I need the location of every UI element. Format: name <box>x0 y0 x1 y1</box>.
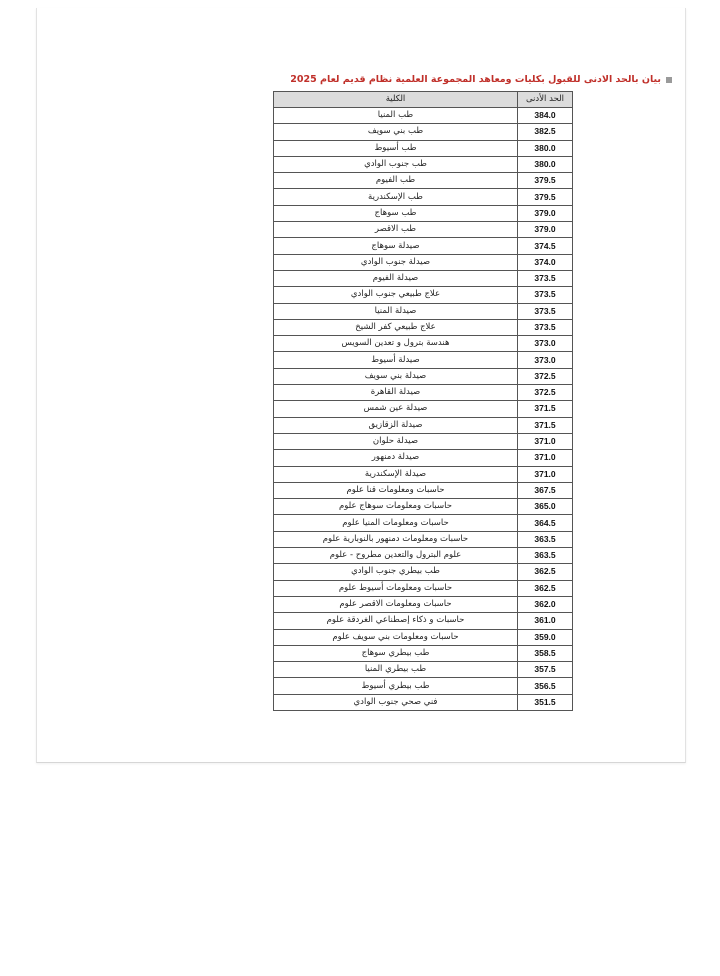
table-row <box>274 124 573 140</box>
row-score: 379.5 <box>518 173 573 189</box>
row-college: طب جنوب الوادي <box>274 156 518 172</box>
table-row <box>274 319 573 335</box>
table-row <box>274 222 573 238</box>
table-row <box>274 189 573 205</box>
row-college: علاج طبيعي جنوب الوادي <box>274 287 518 303</box>
row-college: حاسبات ومعلومات سوهاج علوم <box>274 499 518 515</box>
row-score: 365.0 <box>518 499 573 515</box>
row-score: 373.0 <box>518 336 573 352</box>
table-row <box>274 580 573 596</box>
table-row <box>274 596 573 612</box>
table-row <box>274 238 573 254</box>
table-header-row <box>274 92 573 108</box>
row-score: 362.0 <box>518 596 573 612</box>
row-score: 373.5 <box>518 270 573 286</box>
row-score: 371.0 <box>518 466 573 482</box>
table-row <box>274 336 573 352</box>
row-score: 363.5 <box>518 548 573 564</box>
row-college: صيدلة دمنهور <box>274 450 518 466</box>
row-score: 359.0 <box>518 629 573 645</box>
row-score: 373.5 <box>518 287 573 303</box>
row-college: علاج طبيعي كفر الشيخ <box>274 319 518 335</box>
row-college: طب أسيوط <box>274 140 518 156</box>
row-score: 356.5 <box>518 678 573 694</box>
row-score: 374.0 <box>518 254 573 270</box>
table-row <box>274 629 573 645</box>
row-college: حاسبات ومعلومات دمنهور بالنوبارية علوم <box>274 531 518 547</box>
header-college: الكلية <box>274 92 518 108</box>
table-row <box>274 499 573 515</box>
table-row <box>274 433 573 449</box>
row-college: صيدلة حلوان <box>274 433 518 449</box>
row-college: صيدلة الإسكندرية <box>274 466 518 482</box>
row-college: طب بيطري المنيا <box>274 662 518 678</box>
row-score: 380.0 <box>518 140 573 156</box>
row-score: 371.5 <box>518 417 573 433</box>
table-row <box>274 173 573 189</box>
row-college: طب بيطري سوهاج <box>274 645 518 661</box>
row-college: حاسبات ومعلومات الاقصر علوم <box>274 596 518 612</box>
table-row <box>274 417 573 433</box>
row-score: 379.0 <box>518 222 573 238</box>
row-college: صيدلة الزقازيق <box>274 417 518 433</box>
table-row <box>274 678 573 694</box>
table-row <box>274 368 573 384</box>
title-text: بيان بالحد الادنى للقبول بكليات ومعاهد المجموعة العلمية نظام قديم لعام 2025 <box>290 74 661 85</box>
row-score: 380.0 <box>518 156 573 172</box>
row-score: 357.5 <box>518 662 573 678</box>
row-score: 371.5 <box>518 401 573 417</box>
row-college: صيدلة المنيا <box>274 303 518 319</box>
row-score: 361.0 <box>518 613 573 629</box>
row-college: طب بيطري أسيوط <box>274 678 518 694</box>
row-college: طب بني سويف <box>274 124 518 140</box>
header-score: الحد الأدنى <box>518 92 573 108</box>
row-score: 373.0 <box>518 352 573 368</box>
table-row <box>274 694 573 710</box>
row-college: فني صحي جنوب الوادي <box>274 694 518 710</box>
row-college: حاسبات و ذكاء إصطناعي الغردقة علوم <box>274 613 518 629</box>
row-score: 372.5 <box>518 368 573 384</box>
row-score: 384.0 <box>518 108 573 124</box>
table-row <box>274 156 573 172</box>
row-college: طب الاقصر <box>274 222 518 238</box>
document-title <box>290 69 672 87</box>
bullet-icon <box>666 77 672 83</box>
row-college: صيدلة بني سويف <box>274 368 518 384</box>
table-row <box>274 662 573 678</box>
row-score: 371.0 <box>518 450 573 466</box>
row-college: طب بيطري جنوب الوادي <box>274 564 518 580</box>
row-score: 374.5 <box>518 238 573 254</box>
row-score: 372.5 <box>518 385 573 401</box>
row-college: صيدلة عين شمس <box>274 401 518 417</box>
row-score: 363.5 <box>518 531 573 547</box>
table-row <box>274 548 573 564</box>
row-score: 373.5 <box>518 303 573 319</box>
table-row <box>274 401 573 417</box>
table-row <box>274 613 573 629</box>
row-college: طب الإسكندرية <box>274 189 518 205</box>
row-score: 371.0 <box>518 433 573 449</box>
row-score: 364.5 <box>518 515 573 531</box>
row-score: 351.5 <box>518 694 573 710</box>
row-college: حاسبات ومعلومات المنيا علوم <box>274 515 518 531</box>
table-row <box>274 450 573 466</box>
row-score: 358.5 <box>518 645 573 661</box>
table-row <box>274 140 573 156</box>
row-college: صيدلة القاهرة <box>274 385 518 401</box>
row-score: 379.0 <box>518 205 573 221</box>
table-row <box>274 385 573 401</box>
table-row <box>274 287 573 303</box>
table-row <box>274 482 573 498</box>
table-row <box>274 466 573 482</box>
row-score: 367.5 <box>518 482 573 498</box>
row-college: صيدلة الفيوم <box>274 270 518 286</box>
row-college: صيدلة سوهاج <box>274 238 518 254</box>
table-row <box>274 254 573 270</box>
row-score: 362.5 <box>518 564 573 580</box>
row-score: 373.5 <box>518 319 573 335</box>
row-college: طب المنيا <box>274 108 518 124</box>
row-college: طب سوهاج <box>274 205 518 221</box>
table-row <box>274 564 573 580</box>
table-row <box>274 303 573 319</box>
table-row <box>274 531 573 547</box>
row-college: طب الفيوم <box>274 173 518 189</box>
row-score: 379.5 <box>518 189 573 205</box>
admission-minimum-table <box>273 91 573 711</box>
row-college: صيدلة أسيوط <box>274 352 518 368</box>
row-college: هندسة بترول و تعدين السويس <box>274 336 518 352</box>
table-row <box>274 270 573 286</box>
row-college: صيدلة جنوب الوادي <box>274 254 518 270</box>
table-row <box>274 515 573 531</box>
table-row <box>274 352 573 368</box>
row-college: حاسبات ومعلومات قنا علوم <box>274 482 518 498</box>
row-college: علوم البترول والتعدين مطروح - علوم <box>274 548 518 564</box>
row-score: 362.5 <box>518 580 573 596</box>
table-row <box>274 205 573 221</box>
table-row <box>274 108 573 124</box>
row-college: حاسبات ومعلومات أسيوط علوم <box>274 580 518 596</box>
table-row <box>274 645 573 661</box>
row-score: 382.5 <box>518 124 573 140</box>
row-college: حاسبات ومعلومات بني سويف علوم <box>274 629 518 645</box>
